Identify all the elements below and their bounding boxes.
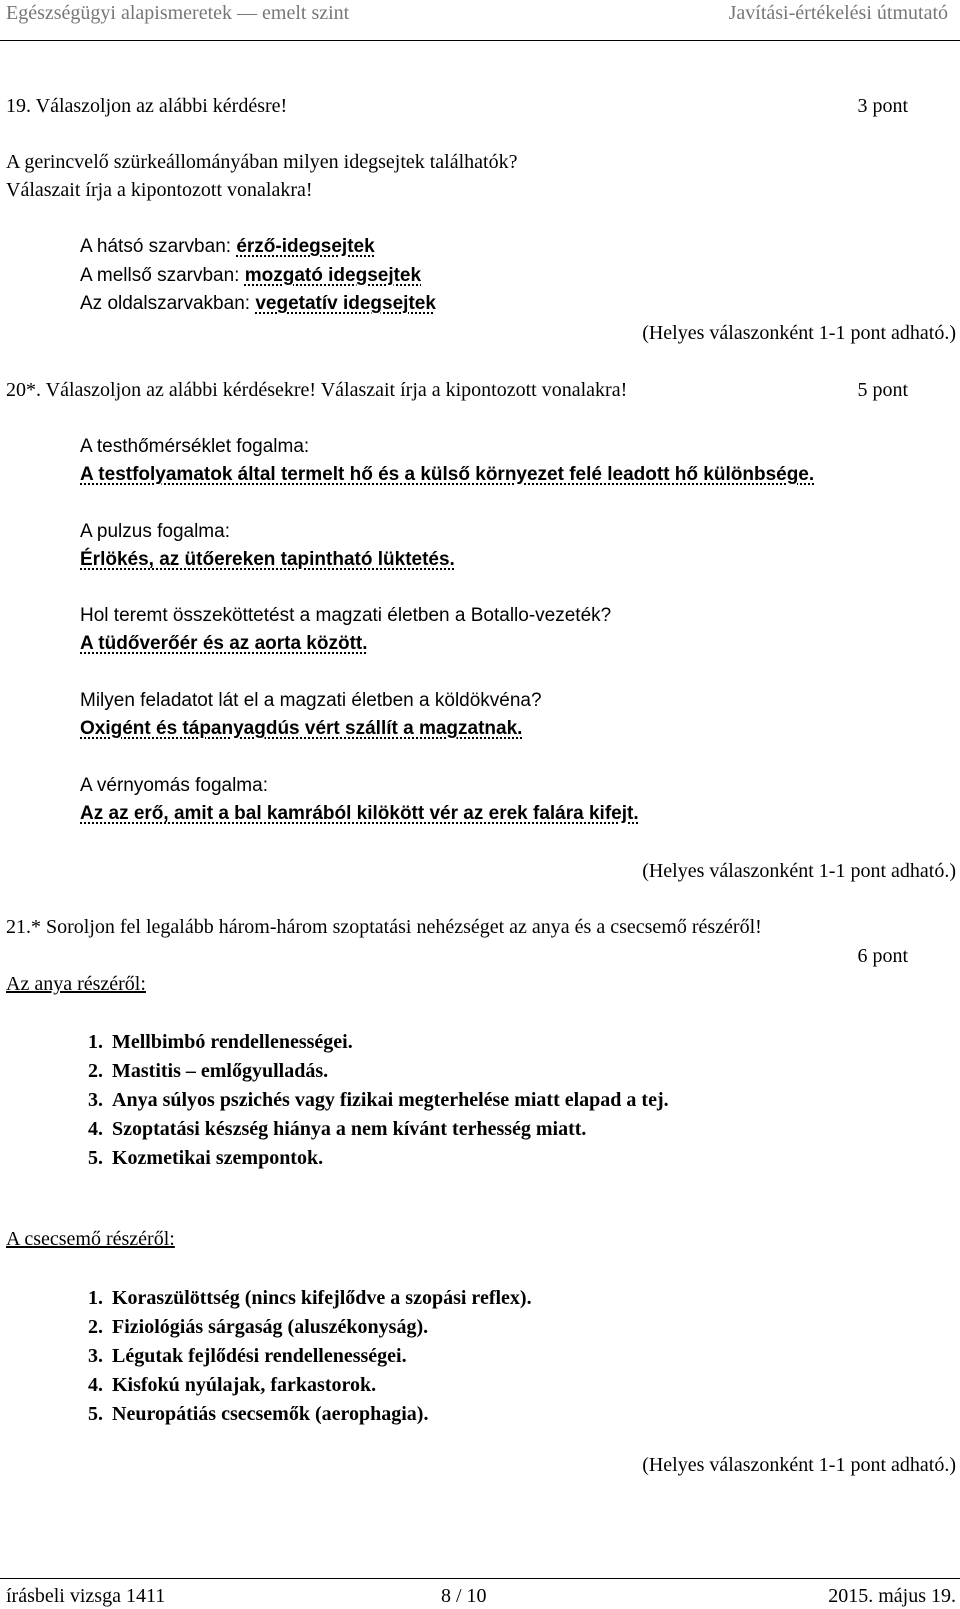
q20-answer: A testfolyamatok által termelt hő és a külső környezet felé leadott hő különbsége. — [80, 464, 815, 485]
q19-instruction: Válaszait írja a kipontozott vonalakra! — [6, 179, 313, 201]
list-item: 4. Szoptatási készség hiánya a nem kívánt terhesség miatt. — [108, 1115, 669, 1144]
header-divider — [0, 40, 960, 41]
page-header — [0, 0, 960, 44]
q19-row — [80, 235, 375, 259]
footer-divider — [0, 1578, 960, 1579]
footer-exam-code: írásbeli vizsga 1411 — [6, 1585, 166, 1607]
mother-heading: Az anya részéről: — [6, 973, 146, 995]
list-item: 3. Légutak fejlődési rendellenességei. — [108, 1342, 532, 1371]
footer-date: 2015. május 19. — [828, 1585, 956, 1607]
q19-title: 19. Válaszoljon az alábbi kérdésre! — [6, 95, 288, 117]
q19-scoring-note: (Helyes válaszonként 1-1 pont adható.) — [642, 322, 956, 344]
q19-row-answer: vegetatív idegsejtek — [255, 293, 436, 314]
q19-row-answer: érző-idegsejtek — [236, 236, 375, 257]
q19-question: A gerincvelő szürkeállományában milyen idegsejtek találhatók? — [6, 151, 518, 173]
q20-question: A vérnyomás fogalma: — [80, 775, 268, 796]
q19-row — [80, 264, 421, 288]
q19-row-answer: mozgató idegsejtek — [244, 265, 422, 286]
list-item: 3. Anya súlyos pszichés vagy fizikai megterhelése miatt elapad a tej. — [108, 1086, 669, 1115]
q20-question: Hol teremt összeköttetést a magzati életben a Botallo-vezeték? — [80, 605, 612, 626]
q20-title: 20*. Válaszoljon az alábbi kérdésekre! Válaszait írja a kipontozott vonalakra! — [6, 379, 628, 401]
q21-scoring-note: (Helyes válaszonként 1-1 pont adható.) — [642, 1454, 956, 1476]
list-item: 1. Koraszülöttség (nincs kifejlődve a szopási reflex). — [108, 1284, 532, 1313]
header-doc-type: Javítási-értékelési útmutató — [728, 2, 948, 24]
infant-difficulties-list — [78, 1284, 532, 1429]
q19-row-label: A mellső szarvban: — [80, 265, 245, 286]
q20-question: A testhőmérséklet fogalma: — [80, 436, 310, 457]
q19-row-label: A hátsó szarvban: — [80, 236, 237, 257]
q20-points: 5 pont — [857, 379, 908, 401]
infant-heading: A csecsemő részéről: — [6, 1228, 175, 1250]
list-item: 5. Neuropátiás csecsemők (aerophagia). — [108, 1400, 532, 1429]
list-item: 1. Mellbimbó rendellenességei. — [108, 1028, 669, 1057]
q19-points: 3 pont — [857, 95, 908, 117]
q21-title: 21.* Soroljon fel legalább három-három szoptatási nehézséget az anya és a csecsemő részéről! — [6, 916, 762, 938]
list-item: 2. Fiziológiás sárgaság (aluszékonyság). — [108, 1313, 532, 1342]
q20-answer: Oxigént és tápanyagdús vért szállít a magzatnak. — [80, 718, 523, 739]
q20-question: Milyen feladatot lát el a magzati életben a köldökvéna? — [80, 690, 542, 711]
footer-page-number: 8 / 10 — [441, 1585, 487, 1607]
q20-answer: Érlökés, az ütőereken tapintható lüktetés. — [80, 549, 455, 570]
list-item: 5. Kozmetikai szempontok. — [108, 1144, 669, 1173]
list-item: 2. Mastitis – emlőgyulladás. — [108, 1057, 669, 1086]
q19-row — [80, 292, 436, 316]
header-subject: Egészségügyi alapismeretek — emelt szint — [6, 2, 350, 24]
mother-difficulties-list — [78, 1028, 669, 1173]
q20-question: A pulzus fogalma: — [80, 521, 230, 542]
q20-answer: A tüdőverőér és az aorta között. — [80, 633, 368, 654]
list-item: 4. Kisfokú nyúlajak, farkastorok. — [108, 1371, 532, 1400]
q19-row-label: Az oldalszarvakban: — [80, 293, 256, 314]
q20-answer: Az az erő, amit a bal kamrából kilökött vér az erek falára kifejt. — [80, 803, 639, 824]
q20-scoring-note: (Helyes válaszonként 1-1 pont adható.) — [642, 860, 956, 882]
q21-points: 6 pont — [857, 945, 908, 967]
